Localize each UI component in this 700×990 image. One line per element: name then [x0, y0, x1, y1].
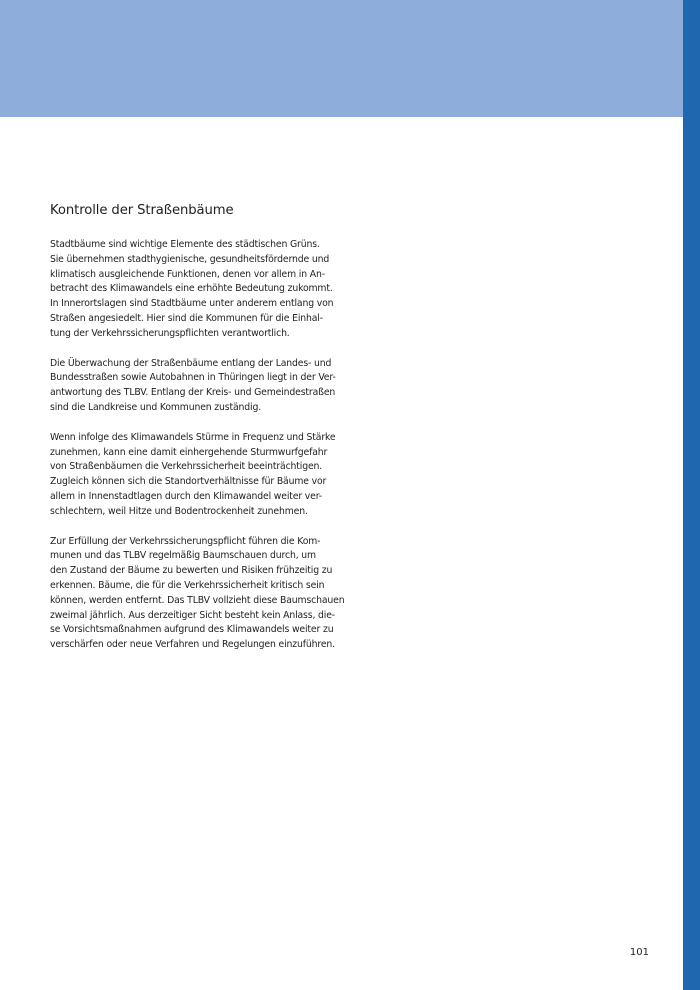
text-line: Zugleich können sich die Standortverhältnisse für Bäume vor [50, 476, 327, 488]
text-line: können, werden entfernt. Das TLBV vollzieht diese Baumschauen [50, 594, 345, 606]
text-line: zweimal jährlich. Aus derzeitiger Sicht besteht kein Anlass, die- [50, 609, 336, 621]
page-number: 101 [629, 947, 649, 958]
paragraph-4 [50, 535, 350, 653]
text-line: Die Überwachung der Straßenbäume entlang der Landes- und [50, 357, 332, 369]
text-line: erkennen. Bäume, die für die Verkehrssicherheit kritisch sein [50, 579, 325, 591]
header-band [0, 0, 683, 117]
text-line: Wenn infolge des Klimawandels Stürme in Frequenz und Stärke [50, 431, 336, 443]
paragraph-1 [50, 238, 350, 342]
text-line: se Vorsichtsmaßnahmen aufgrund des Klimawandels weiter zu [50, 624, 334, 636]
text-line: klimatisch ausgleichende Funktionen, denen vor allem in An- [50, 268, 325, 280]
paragraph-3 [50, 431, 350, 520]
paragraph-2 [50, 357, 350, 416]
side-color-bar [683, 0, 700, 990]
text-line: Sie übernehmen stadthygienische, gesundheitsfördernde und [50, 253, 330, 265]
text-line: von Straßenbäumen die Verkehrssicherheit beeinträchtigen. [50, 461, 323, 473]
text-line: sind die Landkreise und Kommunen zuständig. [50, 401, 261, 413]
text-line: verschärfen oder neue Verfahren und Regelungen einzuführen. [50, 639, 335, 651]
text-line: Stadtbäume sind wichtige Elemente des städtischen Grüns. [50, 239, 320, 250]
text-line: zunehmen, kann eine damit einhergehende Sturmwurfgefahr [50, 446, 328, 458]
text-line: betracht des Klimawandels eine erhöhte Bedeutung zukommt. [50, 283, 333, 295]
text-line: schlechtern, weil Hitze und Bodentrockenheit zunehmen. [50, 505, 308, 517]
text-line: Zur Erfüllung der Verkehrssicherungspflicht führen die Kom- [50, 535, 321, 547]
text-line: tung der Verkehrssicherungspflichten verantwortlich. [50, 327, 290, 339]
text-line: In Innerortslagen sind Stadtbäume unter anderem entlang von [50, 298, 334, 310]
section-heading: Kontrolle der Straßenbäume [50, 203, 234, 218]
text-line: allem in Innenstadtlagen durch den Klimawandel weiter ver- [50, 490, 323, 502]
text-line: den Zustand der Bäume zu bewerten und Risiken frühzeitig zu [50, 565, 333, 577]
article [50, 202, 350, 668]
text-line: Bundesstraßen sowie Autobahnen in Thüringen liegt in der Ver- [50, 372, 336, 384]
text-line: Straßen angesiedelt. Hier sind die Kommunen für die Einhal- [50, 312, 323, 324]
text-line: munen und das TLBV regelmäßig Baumschauen durch, um [50, 550, 316, 562]
text-line: antwortung des TLBV. Entlang der Kreis- und Gemeindestraßen [50, 387, 336, 399]
